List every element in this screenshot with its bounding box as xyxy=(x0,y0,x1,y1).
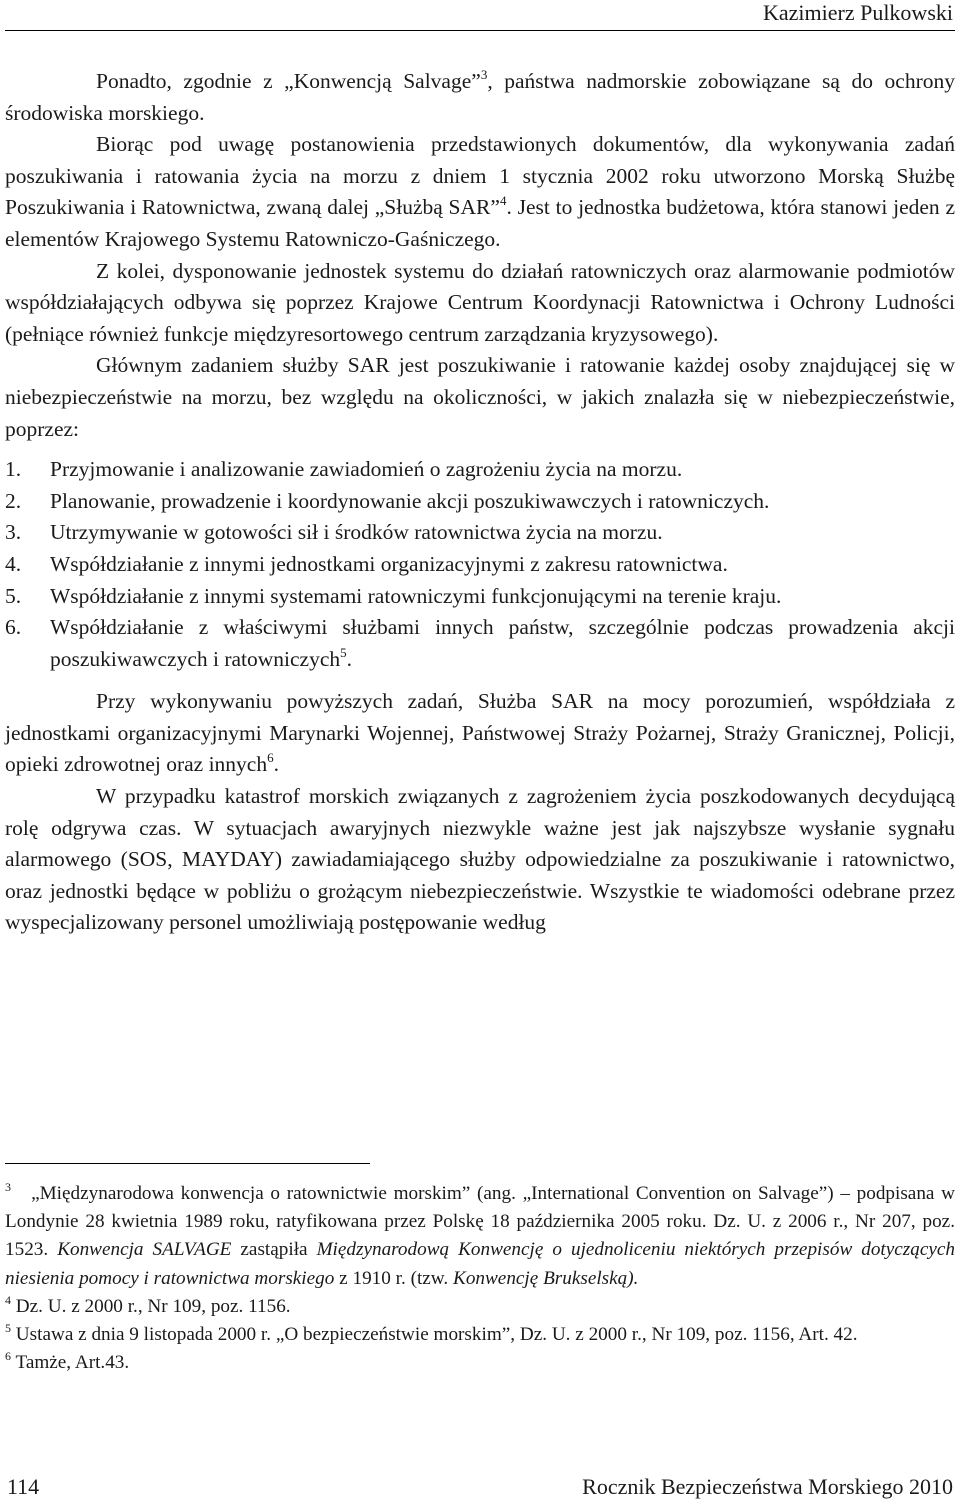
task-list xyxy=(5,454,955,675)
list-item: 5. Współdziałanie z innymi systemami ratowniczymi funkcjonującymi na terenie kraju. xyxy=(5,581,955,613)
footnote-number: 6 xyxy=(5,1349,11,1364)
paragraph: Z kolei, dysponowanie jednostek systemu do działań ratowniczych oraz alarmowanie podmiotów współdziałających odbywa się poprzez Krajowe Centrum Koordynacji Ratownictwa i Ochrony Ludności (pełniące również funkcje międzyresortowego centrum zarządzania kryzysowego). xyxy=(5,258,955,346)
footnote-ref[interactable]: 5 xyxy=(340,644,347,660)
footnote: $^5$ Ustawa z dnia 9 listopada 2000 r. „O bezpieczeństwie morskim”, Dz. U. z 2000 r., Nr 109, poz. 1156, Art. 42. xyxy=(5,1321,858,1346)
list-number: 6. xyxy=(5,615,22,640)
footnote: $^6$ Tamże, Art.43. xyxy=(5,1349,130,1374)
paragraph: W przypadku katastrof morskich związanych z zagrożeniem życia poszkodowanych decydującą rolę odgrywa czas. W sytuacjach awaryjnych niezwykle ważne jest jak najszybsze wysłanie sygnału alarmowego (SOS, MAYDAY) zawiadamiającego służby odpowiedzialne za poszukiwanie i ratownictwo, oraz jednostki będące w pobliżu o grożącym niebezpieczeństwie. Wszystkie te wiadomości odebrane przez wyspecjalizowany personel umożliwiają postępowanie według xyxy=(5,784,955,935)
footnote: $^4$ Dz. U. z 2000 r., Nr 109, poz. 1156. xyxy=(5,1292,291,1317)
paragraph: Przy wykonywaniu powyższych zadań, Służba SAR na mocy porozumień, współdziała z jednostkami organizacyjnymi Marynarki Wojennej, Państwowej Straży Pożarnej, Straży Granicznej, Policji, opieki zdrowotnej oraz innych$^6$. xyxy=(5,689,955,777)
list-number: 2. xyxy=(5,488,22,513)
list-number: 1. xyxy=(5,457,22,482)
list-item: 3. Utrzymywanie w gotowości sił i środków ratownictwa życia na morzu. xyxy=(5,517,955,549)
header-author: Kazimierz Pulkowski xyxy=(762,0,953,25)
body-text xyxy=(5,66,955,939)
list-number: 5. xyxy=(5,583,22,608)
footnote-number: 4 xyxy=(5,1292,11,1307)
paragraph: Ponadto, zgodnie z „Konwencją Salvage”$^3$, państwa nadmorskie zobowiązane są do ochrony środowiska morskiego. xyxy=(5,67,955,125)
list-number: 4. xyxy=(5,551,22,576)
footnote-ref[interactable]: 3 xyxy=(480,67,488,82)
journal-title: Rocznik Bezpieczeństwa Morskiego 2010 xyxy=(582,1474,953,1499)
footnote: $^3$ „Międzynarodowa konwencja o ratownictwie morskim” (ang. „International Convention on Salvage”) – podpisana w Londynie 28 kwietnia 1989 roku, ratyfikowana przez Polskę 18 października 2005 roku. Dz. U. z 2006 r., Nr 207, poz. 1523. Konwencja SALVAGE zastąpiła Międzynarodową Konwencję o ujednoliceniu niektórych przepisów dotyczących niesienia pomocy i ratownictwa morskiego z 1910 r. (tzw. Konwencję Brukselską). xyxy=(5,1180,956,1289)
footnote-ref[interactable]: 6 xyxy=(267,750,274,766)
list-item: 1. Przyjmowanie i analizowanie zawiadomień o zagrożeniu życia na morzu. xyxy=(5,454,955,486)
page-number: 114 xyxy=(7,1474,40,1499)
running-header xyxy=(5,0,955,31)
list-item: 2. Planowanie, prowadzenie i koordynowanie akcji poszukiwawczych i ratowniczych. xyxy=(5,486,955,518)
paragraph: Biorąc pod uwagę postanowienia przedstawionych dokumentów, dla wykonywania zadań poszukiwania i ratowania życia na morzu z dniem 1 stycznia 2002 roku utworzono Morską Służbę Poszukiwania i Ratownictwa, zwaną dalej „Służbą SAR”$^4$. Jest to jednostka budżetowa, która stanowi jeden z elementów Krajowego Systemu Ratowniczo-Gaśniczego. xyxy=(5,132,955,251)
list-number: 3. xyxy=(5,520,22,545)
footnotes xyxy=(5,1180,955,1377)
list-item: 6. Współdziałanie z właściwymi służbami innych państw, szczególnie podczas prowadzenia akcji poszukiwawczych i ratowniczych$^5$. xyxy=(5,612,955,675)
footnote-number: 5 xyxy=(5,1321,11,1336)
paragraph: Głównym zadaniem służby SAR jest poszukiwanie i ratowanie każdej osoby znajdującej się w niebezpieczeństwie na morzu, bez względu na okoliczności, w jakich znalazła się w niebezpieczeństwie, poprzez: xyxy=(5,353,955,441)
footnote-ref[interactable]: 4 xyxy=(499,193,507,209)
footnote-separator xyxy=(5,1163,370,1164)
list-item: 4. Współdziałanie z innymi jednostkami organizacyjnymi z zakresu ratownictwa. xyxy=(5,549,955,581)
footnote-number: 3 xyxy=(5,1180,11,1194)
